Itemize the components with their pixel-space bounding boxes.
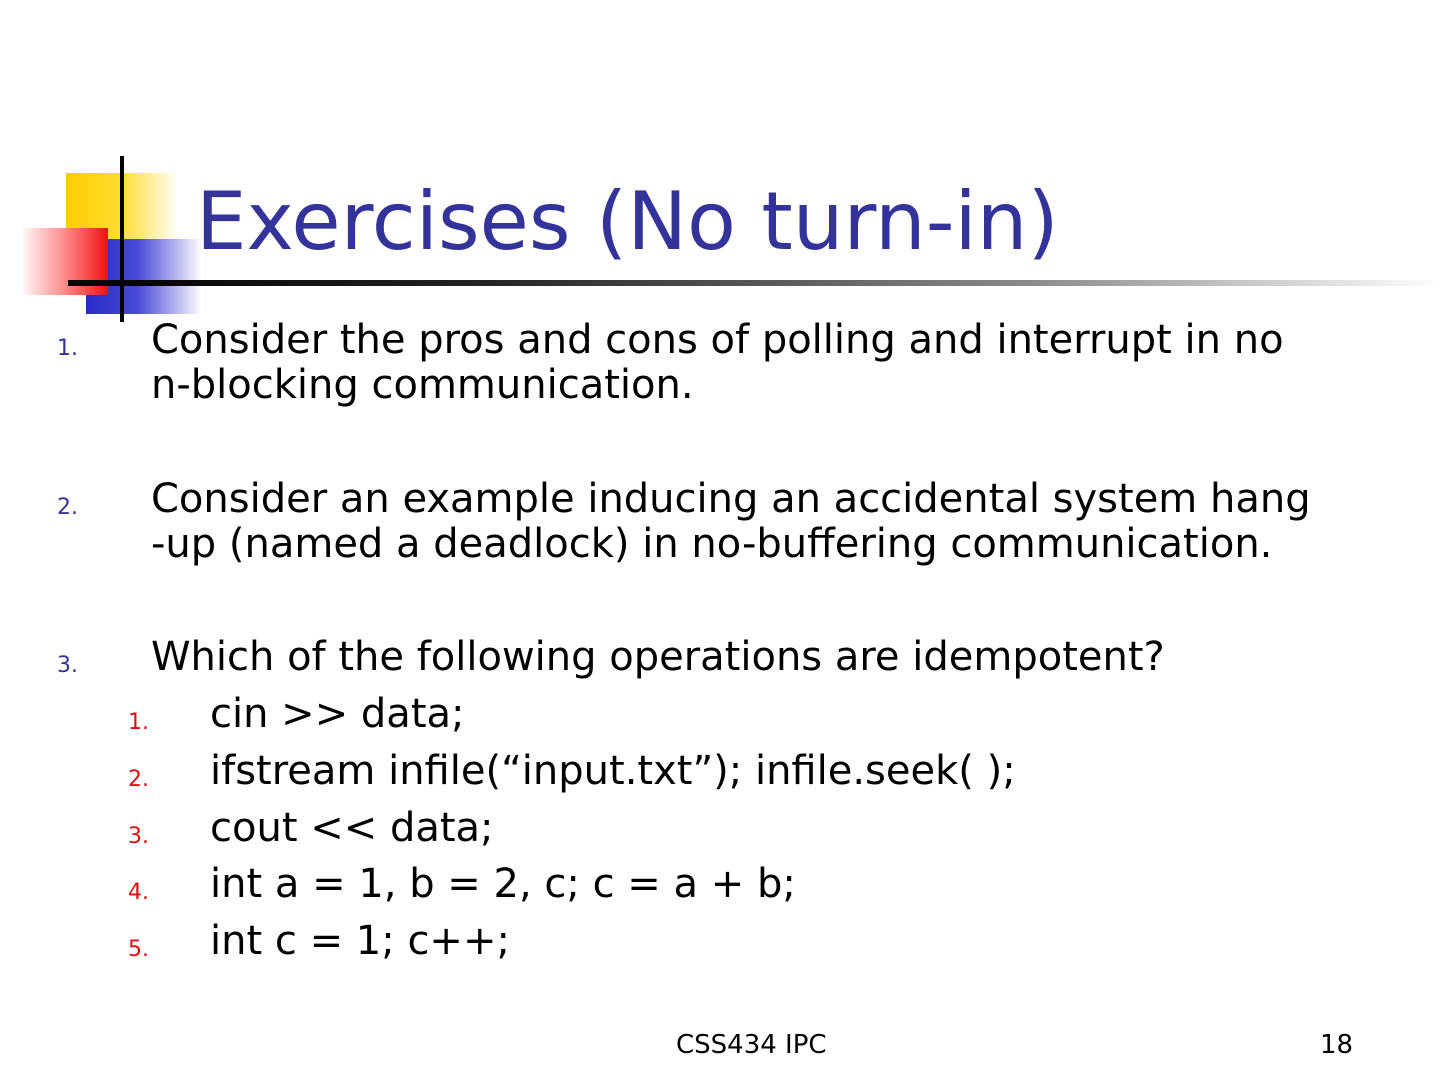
footer-page-number: 18 — [1320, 1030, 1354, 1060]
sublist-item-number: 2. — [128, 767, 149, 792]
list-item-text — [151, 477, 1431, 567]
list-item-text — [151, 318, 1431, 408]
sublist-item-number: 1. — [128, 710, 149, 735]
footer-course: CSS434 IPC — [676, 1030, 827, 1060]
list-item-line: -up (named a deadlock) in no-buffering communication. — [151, 521, 1273, 567]
list-item-line: Consider an example inducing an accidental system hang — [151, 476, 1311, 522]
logo-vertical-line — [120, 156, 124, 322]
list-item-line: Which of the following operations are idempotent? — [151, 634, 1165, 680]
sublist-item-number: 3. — [128, 824, 149, 849]
sublist-item-text: ifstream infile(“input.txt”); infile.seek( ); — [210, 748, 1016, 794]
sublist-item-text: int a = 1, b = 2, c; c = a + b; — [210, 861, 796, 907]
list-item-number: 3. — [57, 653, 78, 678]
title-underline — [68, 280, 1440, 286]
slide-title: Exercises (No turn-in) — [196, 175, 1059, 268]
sublist-item-text: cin >> data; — [210, 691, 465, 737]
sublist-item-number: 5. — [128, 937, 149, 962]
list-item-line: n-blocking communication. — [151, 362, 694, 408]
list-item-number: 2. — [57, 495, 78, 520]
list-item-text — [151, 635, 1431, 680]
sublist-item-text: int c = 1; c++; — [210, 918, 510, 964]
list-item-line: Consider the pros and cons of polling and interrupt in no — [151, 317, 1284, 363]
sublist-item-number: 4. — [128, 880, 149, 905]
sublist-item-text: cout << data; — [210, 805, 494, 851]
list-item-number: 1. — [57, 336, 78, 361]
